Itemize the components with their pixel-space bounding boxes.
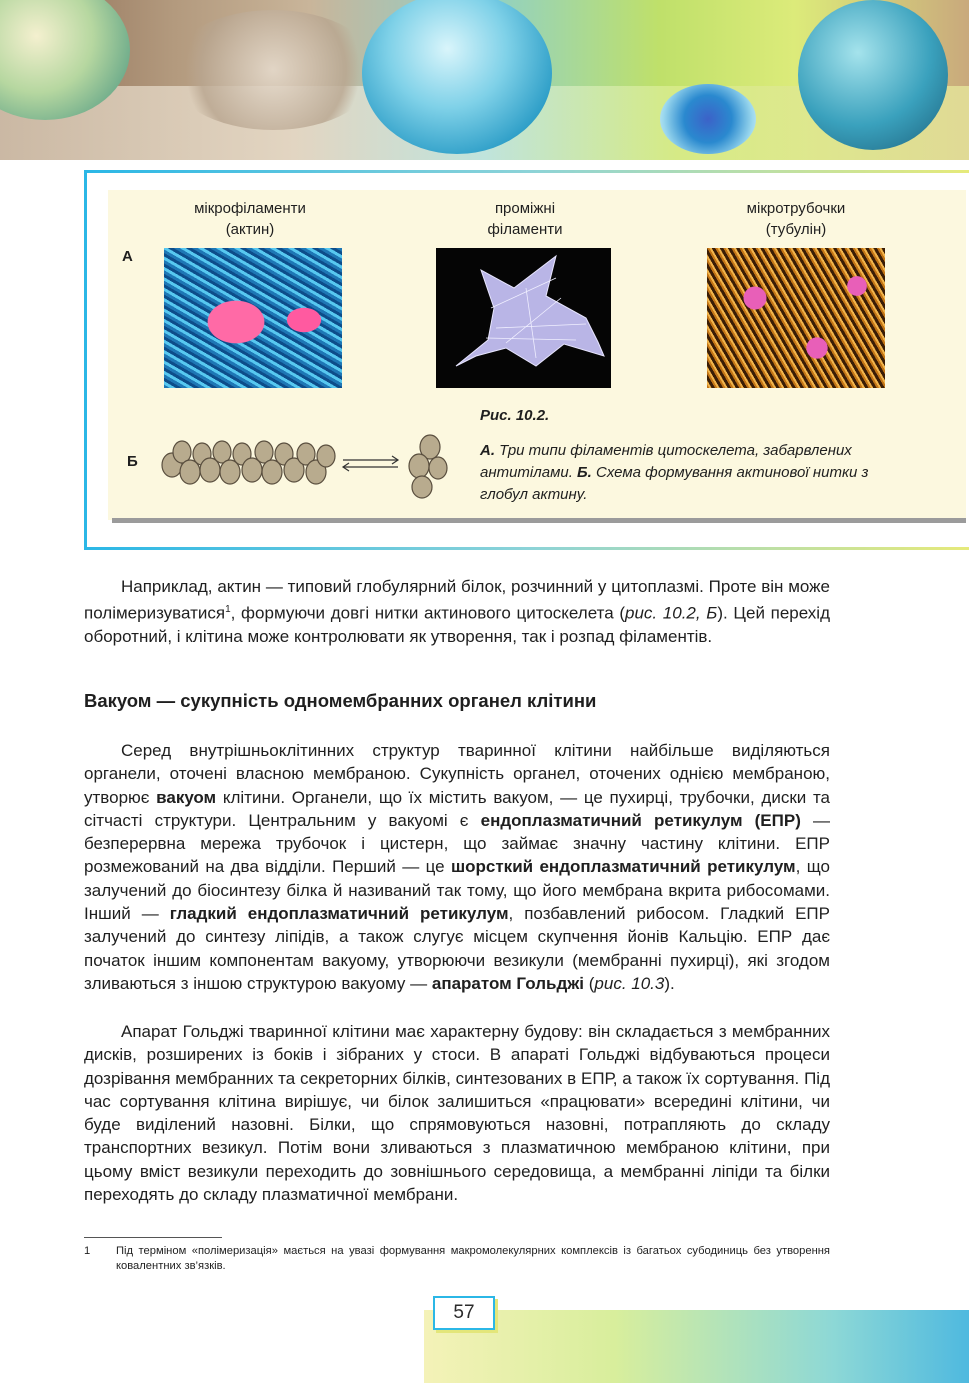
section-heading: Вакуом — сукупність одномембранних органел клітини [84,690,597,711]
caption-intermediate-filaments: проміжні філаменти [487,200,563,238]
caption-microfilaments: мікрофіламенти (актин) [194,200,306,238]
header-banner-image [0,0,969,160]
paragraph-golgi: Апарат Гольджі тваринної клітини має характерну будову: він складається з мембранних дисків, розширених із боків і зібраних у стоси. В апараті Гольджі відбуваються процеси дозрівання мембранних та секреторних білків, синтезованих в ЕПР, а також їх сортування. Під час сортування клітина вирішує, чи білок залишиться «працювати» всередині клітини, чи буде виділений назовні. Білки, що спрямовуються назовні, потрапляють до складу транспортних везикул. Потім вони зливаються з плазматичною мембраною клітини, при цьому вміст везикули переходить до зовнішнього середовища, а мембранні ліпіди та білки переходять до складу плазматичної мембрани. [84,1022,830,1205]
intermediate-filaments-micrograph [436,248,611,388]
actin-polymerization-diagram [160,432,460,502]
page-number-box [433,1296,495,1330]
footnote-rule [84,1237,222,1238]
footer-band [424,1310,969,1383]
caption-microtubules: мікротрубочки (тубулін) [746,200,846,238]
page-number: 57 [453,1302,475,1323]
row-label-a: А [122,248,133,265]
footnote [84,1244,830,1274]
row-label-b: Б [127,453,138,470]
paragraph-actin: Наприклад, актин — типовий глобулярний білок, розчинний у цитоплазмі. Проте він може полімеризуватися$^1$, формуючи довгі нитки актинового цитоскелета (рис. 10.2, Б). Цей перехід оборотний, і клітина може контролювати як утворення, так і розпад філаментів. [84,577,830,647]
actin-micrograph [164,248,342,388]
microtubules-micrograph [707,248,885,388]
figure-shadow [112,518,966,523]
figure-title: Рис. 10.2. [480,407,550,424]
footnote-text: Під терміном «полімеризація» мається на увазі формування макромолекулярних комплексів із багатьох субодиниць без утворення ковалентних зв’язків. [116,1245,830,1272]
footnote-number: 1 [84,1245,91,1257]
figure-description: А. Три типи філаментів цитоскелета, забарвлених антитілами. Б. Схема формування актинової нитки з глобул актину. [480,442,869,503]
paragraph-vacuome: Серед внутрішньоклітинних структур тваринної клітини найбільше виділяються органели, оточені власною мембраною. Сукупність органел, оточених однією мембраною, утворює вакуом клітини. Органели, що їх містить вакуом, — це пухирці, трубочки, диски та сітчасті структури. Центральним у вакуомі є ендоплазматичний ретикулум (ЕПР) — безперервна мережа трубочок і цистерн, що займає значну частину клітини. ЕПР розмежований на два відділи. Перший — це шорсткий ендоплазматичний ретикулум, що залучений до біосинтезу білка й називаний так тому, що його мембрана вкрита рибосомами. Інший — гладкий ендоплазматичний ретикулум, позбавлений рибосом. Гладкий ЕПР залучений до синтезу ліпідів, а також слугує місцем скупчення йонів Кальцію. ЕПР дає початок іншим компонентам вакуому, утворюючи везикули (мембранні пухирці), які згодом зливаються з іншою структурою вакуому — апаратом Гольджі (рис. 10.3). [84,741,831,993]
